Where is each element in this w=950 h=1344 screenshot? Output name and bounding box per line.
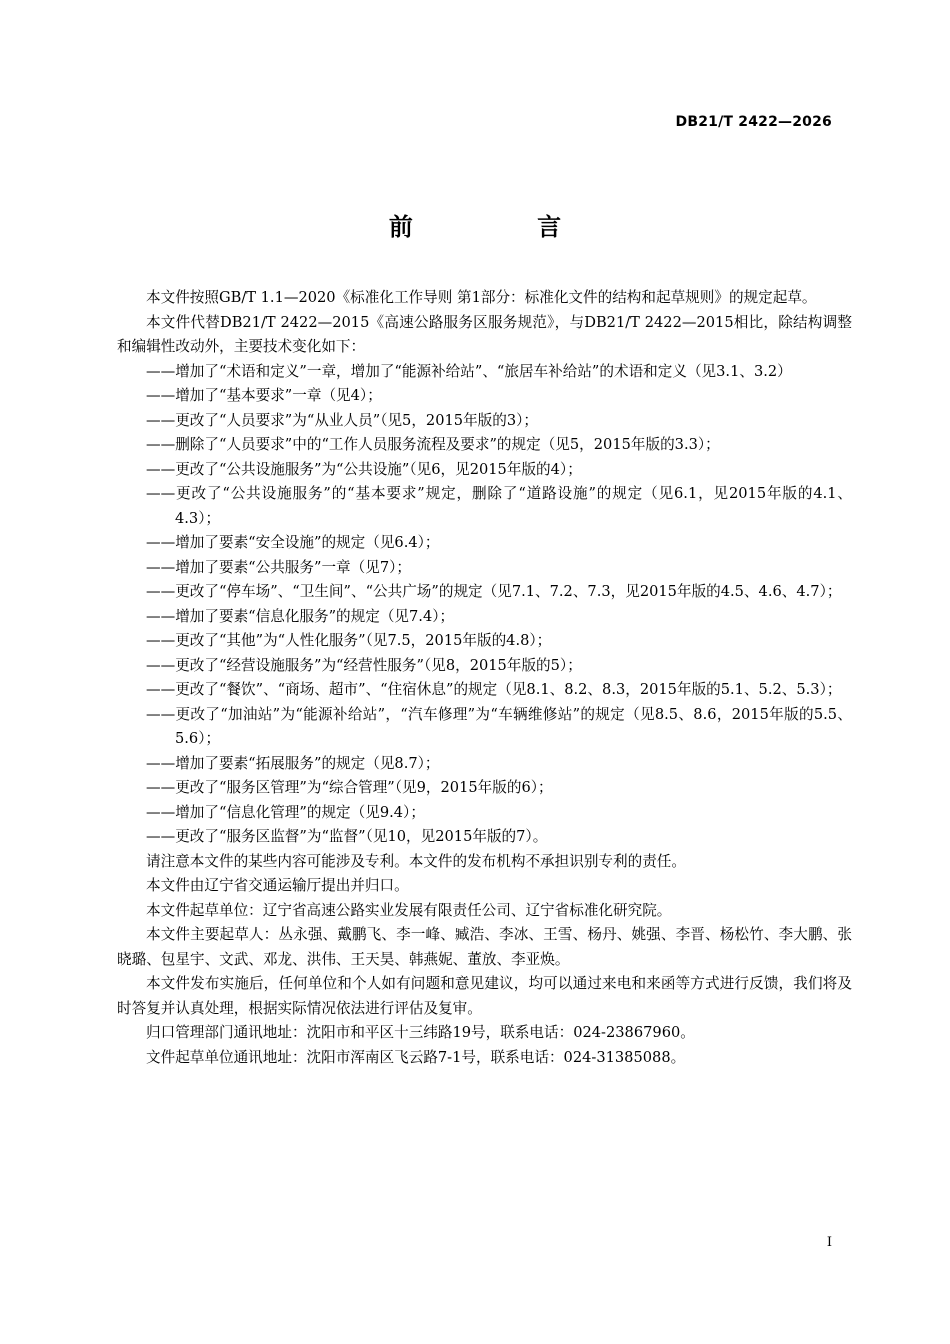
page-number: I xyxy=(826,1235,832,1250)
change-list xyxy=(117,360,852,850)
document-code: DB21/T 2422—2026 xyxy=(675,114,832,130)
change-item: ——增加了“信息化管理”的规定（见9.4）； xyxy=(146,803,425,821)
change-item: ——更改了“服务区管理”为“综合管理”（见9，2015年版的6）； xyxy=(146,779,553,796)
foreword-body xyxy=(117,286,852,1070)
paragraph-replacement: 本文件代替DB21/T 2422—2015《高速公路服务区服务规范》，与DB21/T 2422—2015相比，除结构调整和编辑性改动外，主要技术变化如下： xyxy=(117,313,852,355)
page-title: 前 言 xyxy=(388,213,620,241)
paragraph-drafters: 本文件主要起草人：丛永强、戴鹏飞、李一峰、臧浩、李冰、王雪、杨丹、姚强、李晋、杨松竹、李大鹏、张晓璐、包星宇、文武、邓龙、洪伟、王天昊、韩燕妮、董放、李亚焕。 xyxy=(117,926,852,968)
change-item: ——更改了“停车场”、“卫生间”、“公共广场”的规定（见7.1、7.2、7.3，见2015年版的4.5、4.6、4.7）； xyxy=(146,583,842,600)
paragraph-feedback: 本文件发布实施后，任何单位和个人如有问题和意见建议，均可以通过来电和来函等方式进行反馈，我们将及时答复并认真处理，根据实际情况依法进行评估及复审。 xyxy=(117,975,852,1017)
paragraph-authority-address: 归口管理部门通讯地址：沈阳市和平区十三纬路19号，联系电话：024-23867960。 xyxy=(146,1024,695,1041)
change-item: ——更改了“服务区监督”为“监督”（见10，见2015年版的7）。 xyxy=(146,828,548,845)
change-item: ——更改了“公共设施服务”的“基本要求”规定，删除了“道路设施”的规定（见6.1，见2015年版的4.1、4.3）； xyxy=(146,485,852,527)
change-item: ——增加了要素“信息化服务”的规定（见7.4）； xyxy=(146,607,455,625)
paragraph-patent-notice: 请注意本文件的某些内容可能涉及专利。本文件的发布机构不承担识别专利的责任。 xyxy=(146,852,686,870)
change-item: ——更改了“其他”为“人性化服务”（见7.5，2015年版的4.8）； xyxy=(146,632,552,649)
paragraph-drafting-units: 本文件起草单位：辽宁省高速公路实业发展有限责任公司、辽宁省标准化研究院。 xyxy=(146,901,672,919)
paragraph-drafting-basis: 本文件按照GB/T 1.1—2020《标准化工作导则 第1部分：标准化文件的结构和起草规则》的规定起草。 xyxy=(146,289,817,306)
change-item: ——更改了“公共设施服务”为“公共设施”（见6，见2015年版的4）； xyxy=(146,460,582,478)
paragraph-proposer: 本文件由辽宁省交通运输厅提出并归口。 xyxy=(146,877,409,894)
change-item: ——删除了“人员要求”中的“工作人员服务流程及要求”的规定（见5，2015年版的3.3）； xyxy=(146,436,720,453)
change-item: ——增加了要素“公共服务”一章（见7）； xyxy=(146,558,412,576)
change-item: ——增加了“术语和定义”一章，增加了“能源补给站”、“旅居车补给站”的术语和定义（见3.1、3.2） xyxy=(146,362,792,380)
change-item: ——更改了“人员要求”为“从业人员”（见5，2015年版的3）； xyxy=(146,411,539,429)
change-item: ——更改了“经营设施服务”为“经营性服务”（见8，2015年版的5）； xyxy=(146,656,582,674)
change-item: ——更改了“餐饮”、“商场、超市”、“住宿休息”的规定（见8.1、8.2、8.3，2015年版的5.1、5.2、5.3）； xyxy=(146,681,842,698)
change-item: ——增加了要素“安全设施”的规定（见6.4）； xyxy=(146,534,440,551)
change-item: ——增加了要素“拓展服务”的规定（见8.7）； xyxy=(146,754,440,772)
change-item: ——更改了“加油站”为“能源补给站”，“汽车修理”为“车辆维修站”的规定（见8.5、8.6，2015年版的5.5、5.6）； xyxy=(146,705,852,747)
paragraph-drafter-address: 文件起草单位通讯地址：沈阳市浑南区飞云路7-1号，联系电话：024-31385088。 xyxy=(146,1048,686,1066)
change-item: ——增加了“基本要求”一章（见4）； xyxy=(146,387,382,404)
